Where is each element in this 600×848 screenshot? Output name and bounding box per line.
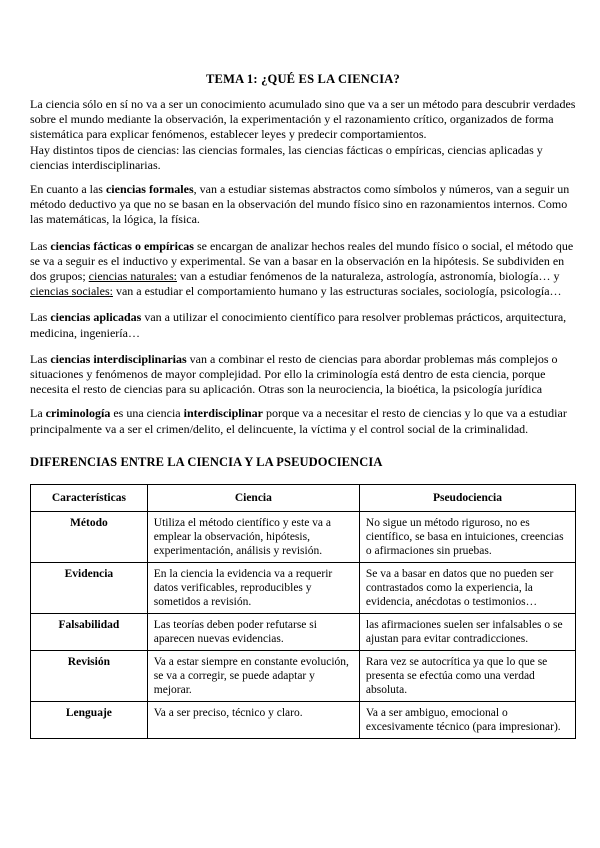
ciencia-cell: Va a estar siempre en constante evolución, se va a corregir, se puede adaptar y mejorar. [147, 650, 359, 701]
row-label: Lenguaje [31, 701, 148, 738]
aplicadas-paragraph [30, 310, 576, 340]
table-header-row [31, 484, 576, 511]
term-formales: ciencias formales [105, 182, 194, 197]
interdisciplinarias-paragraph [30, 352, 576, 398]
ciencia-cell: Va a ser preciso, técnico y claro. [147, 701, 359, 738]
text: es una ciencia [110, 406, 184, 421]
text: van a estudiar fenómenos de la naturaleza, astrología, astronomía, biología… y [176, 269, 560, 284]
column-header: Pseudociencia [359, 484, 575, 511]
comparison-table [30, 484, 576, 739]
row-label: Falsabilidad [31, 613, 148, 650]
table-row [31, 511, 576, 562]
text: Las [30, 238, 51, 253]
text: La [30, 406, 46, 421]
text: Las [30, 351, 51, 366]
table-row [31, 562, 576, 613]
column-header: Características [31, 484, 148, 511]
text: porque va a necesitar el resto de ciencias y lo que va a estudiar principalmente va a ser el crimen/delito, el delincuente, la víctima y el control social de la criminalidad. [30, 406, 567, 436]
criminologia-paragraph [30, 406, 576, 436]
term-facticas: ciencias fácticas o empíricas [50, 238, 194, 253]
term-criminologia: criminología [45, 406, 111, 421]
ciencia-cell: En la ciencia la evidencia va a requerir datos verificables, reproducibles y sometidos a revisión. [147, 562, 359, 613]
column-header: Ciencia [147, 484, 359, 511]
intro-paragraph: La ciencia sólo en sí no va a ser un conocimiento acumulado sino que va a ser un método para descubrir verdades sobre el mundo mediante la observación, la experimentación y el razonamiento crítico, organizados de forma sistemática para explicar fenómenos, establecer leyes y predecir comportamientos. [30, 97, 576, 142]
term-ciencias-sociales: ciencias sociales: [30, 284, 113, 299]
row-label: Evidencia [31, 562, 148, 613]
term-aplicadas: ciencias aplicadas [50, 310, 142, 325]
table-row [31, 701, 576, 738]
text: van a utilizar el conocimiento científico para resolver problemas prácticos, arquitectura, medicina, ingeniería… [30, 310, 567, 340]
table-row [31, 613, 576, 650]
text: van a estudiar el comportamiento humano y las estructuras sociales, sociología, psicología… [112, 284, 562, 299]
pseudociencia-cell: las afirmaciones suelen ser infalsables o se ajustan para evitar contradicciones. [359, 613, 575, 650]
formales-paragraph [30, 182, 576, 228]
page-title: TEMA 1: ¿QUÉ ES LA CIENCIA? [206, 72, 400, 86]
term-ciencias-naturales: ciencias naturales: [88, 269, 177, 284]
term-interdisciplinar: interdisciplinar [183, 406, 263, 421]
section-title: DIFERENCIAS ENTRE LA CIENCIA Y LA PSEUDOCIENCIA [30, 454, 383, 469]
pseudociencia-cell: Rara vez se autocrítica ya que lo que se presenta se efectúa como una verdad absoluta. [359, 650, 575, 701]
text: Las [30, 310, 51, 325]
types-paragraph: Hay distintos tipos de ciencias: las ciencias formales, las ciencias fácticas o empíricas, ciencias aplicadas y ciencias interdisciplinarias. [30, 142, 543, 172]
term-interdisciplinarias: ciencias interdisciplinarias [50, 351, 187, 366]
ciencia-cell: Las teorías deben poder refutarse si aparecen nuevas evidencias. [147, 613, 359, 650]
table-row [31, 650, 576, 701]
row-label: Método [31, 511, 148, 562]
facticas-paragraph [30, 239, 576, 300]
pseudociencia-cell: Va a ser ambiguo, emocional o excesivamente técnico (para impresionar). [359, 701, 575, 738]
text: se encargan de analizar hechos reales del mundo físico o social, el método que se va a seguir es el inductivo y experimental. Se van a basar en la observación en la hipótesis. Se subdividen en dos grupos; [30, 238, 574, 284]
row-label: Revisión [31, 650, 148, 701]
text: , van a estudiar sistemas abstractos como símbolos y números, van a seguir un método deductivo ya que no se basan en la observación del mundo físico sino en razonamientos internos. Como las matemáticas, la lógica, la física. [30, 182, 570, 227]
document-content [30, 72, 576, 739]
text: En cuanto a las [30, 182, 106, 197]
pseudociencia-cell: Se va a basar en datos que no pueden ser contrastados como la experiencia, la evidencia, anécdotas o testimonios… [359, 562, 575, 613]
text: van a combinar el resto de ciencias para abordar problemas más complejos o situaciones y fenómenos de mayor complejidad. Por ello la criminología está dentro de esta ciencia, porque necesita el resto de ciencias para su aplicación. Otras son la neurociencia, la bioética, la psicología jurídica [30, 351, 558, 397]
pseudociencia-cell: No sigue un método riguroso, no es científico, se basa en intuiciones, creencias o afirmaciones sin pruebas. [359, 511, 575, 562]
ciencia-cell: Utiliza el método científico y este va a emplear la observación, hipótesis, experimentación, análisis y revisión. [147, 511, 359, 562]
